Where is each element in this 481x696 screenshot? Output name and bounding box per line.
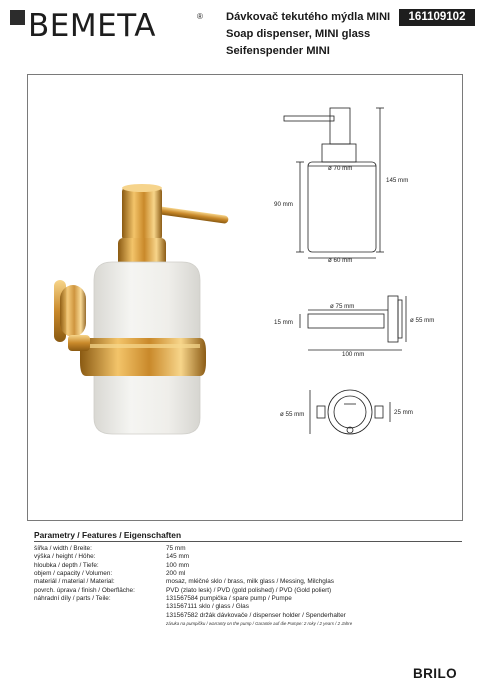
pump-spout xyxy=(156,206,228,224)
dim-side-ring-height: 15 mm xyxy=(274,319,293,326)
title-english: Soap dispenser, MINI glass xyxy=(226,28,371,40)
collection-name: BRILO xyxy=(413,666,457,681)
param-label: šířka / width / Breite: xyxy=(34,545,92,552)
product-code: 161109102 xyxy=(399,9,475,26)
dim-front-top-diameter: ø 70 mm xyxy=(328,165,353,172)
warranty-footnote: záruka na pumpičku / warranty on the pump / Garantie auf die Pumpe: 2 roky / 2 years / 2 Jahre xyxy=(166,621,353,627)
dim-wall-depth: 25 mm xyxy=(394,409,413,416)
param-value: PVD (zlato lesk) / PVD (gold polished) / PVD (Gold poliert) xyxy=(166,586,332,594)
dim-side-depth: 100 mm xyxy=(342,351,365,358)
dim-front-total-height: 145 mm xyxy=(386,177,409,184)
front-view-drawing xyxy=(284,108,384,258)
param-label: hloubka / depth / Tiefe: xyxy=(34,561,99,569)
technical-drawings xyxy=(270,100,460,440)
param-value: mosaz, mléčné sklo / brass, milk glass / Messing, Milchglas xyxy=(166,578,334,586)
param-value: 131567584 pumpička / spare pump / Pumpe xyxy=(166,595,292,603)
param-value: 75 mm xyxy=(166,545,186,552)
params-underline xyxy=(34,541,462,542)
frame-divider xyxy=(27,520,463,521)
logo-text: BEMETA xyxy=(28,8,156,44)
dim-front-body-height: 90 mm xyxy=(274,201,293,208)
param-value: 131567111 sklo / glass / Glas xyxy=(166,603,249,611)
pump-head xyxy=(122,186,162,242)
dim-front-bottom-diameter: ø 60 mm xyxy=(328,257,353,264)
dim-side-rosette-diameter: ø 55 mm xyxy=(410,317,435,324)
param-label: výška / height / Höhe: xyxy=(34,553,96,561)
dim-side-ring-diameter: ø 75 mm xyxy=(330,303,355,310)
product-titles xyxy=(226,9,390,60)
param-value: 145 mm xyxy=(166,553,190,561)
param-label: povrch. úprava / finish / Oberfläche: xyxy=(34,586,135,594)
dim-wall-rosette-diameter: ø 55 mm xyxy=(280,411,305,418)
param-value: 100 mm xyxy=(166,561,190,569)
brand-logo xyxy=(10,8,203,44)
logo-square-mark xyxy=(10,10,25,25)
holder-ring xyxy=(80,338,206,376)
params-heading: Parametry / Features / Eigenschaften xyxy=(34,530,182,540)
title-czech: Dávkovač tekutého mýdla MINI xyxy=(226,11,391,23)
title-german: Seifenspender MINI xyxy=(226,45,330,57)
registered-mark: ® xyxy=(197,12,203,21)
wall-view-drawing xyxy=(310,390,390,434)
param-value: 200 ml xyxy=(166,570,186,578)
param-value: 131567582 držák dávkovače / dispenser holder / Spenderhalter xyxy=(166,611,346,619)
product-photo xyxy=(50,180,235,440)
param-label: materiál / material / Material: xyxy=(34,578,115,586)
param-label: náhradní díly / parts / Teile: xyxy=(34,595,111,603)
param-label: objem / capacity / Volumen: xyxy=(34,570,113,578)
